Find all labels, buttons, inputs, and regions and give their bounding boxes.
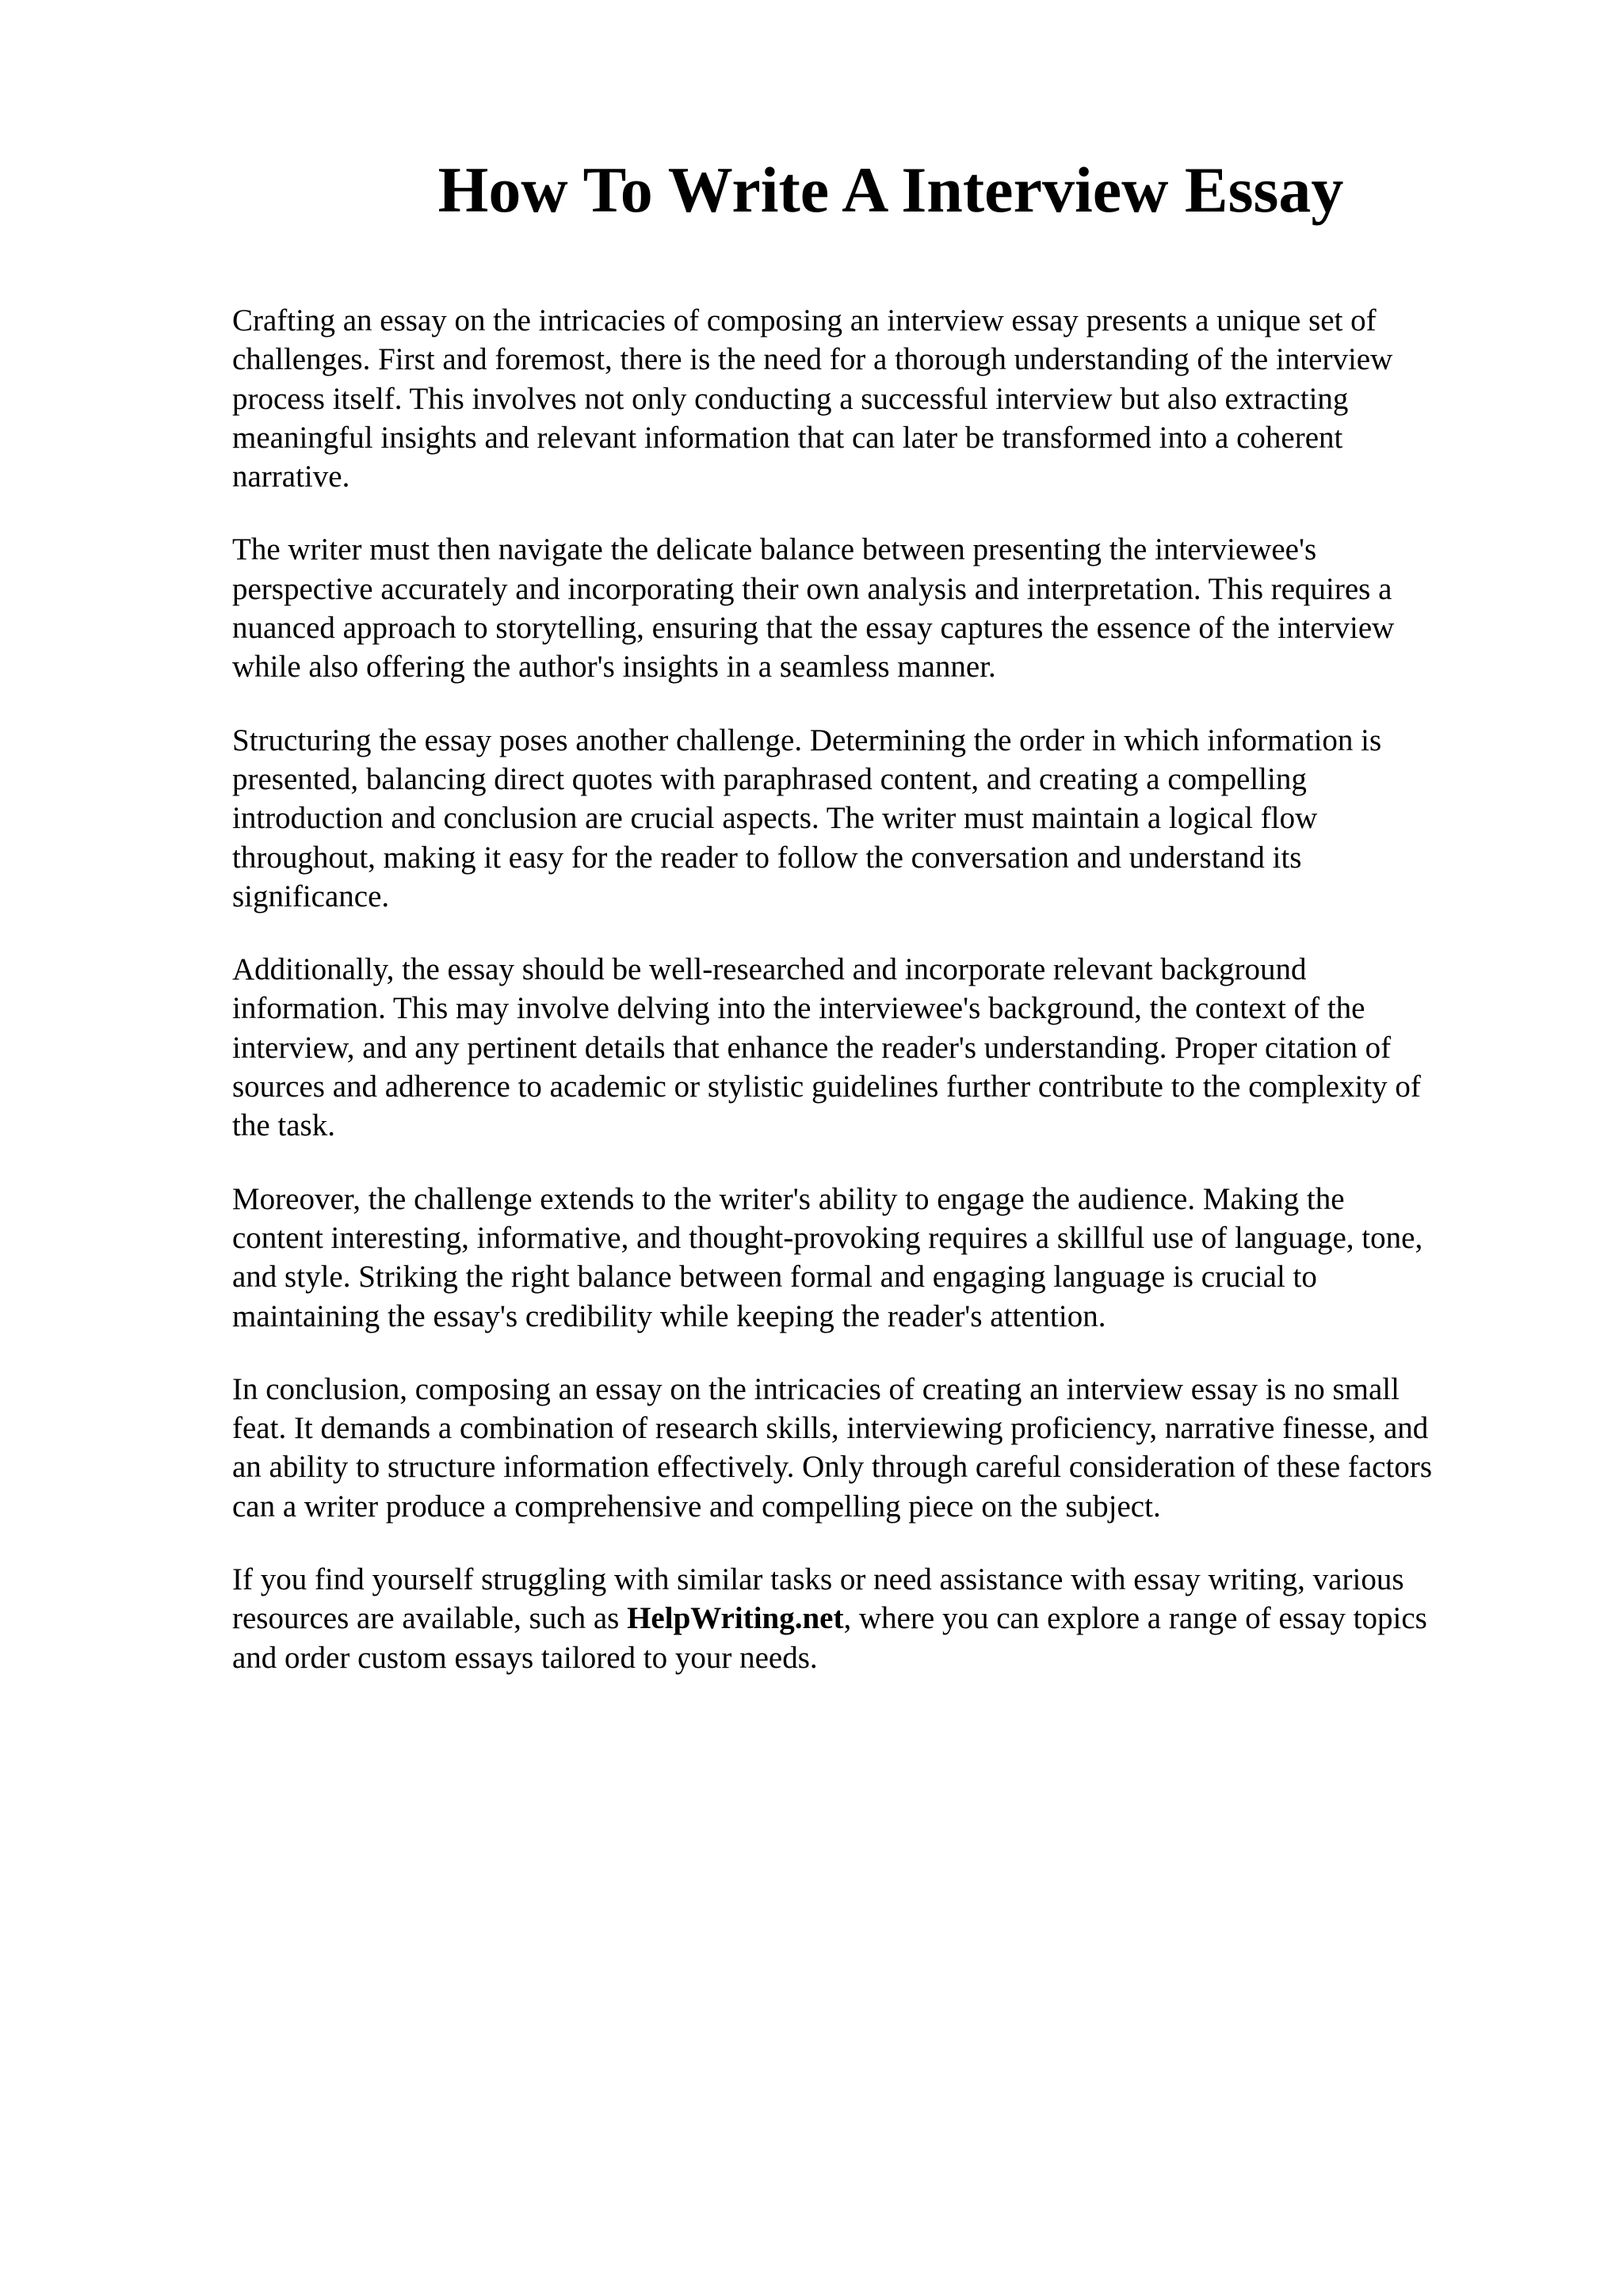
paragraph-line: interview, and any pertinent details that enhance the reader's understanding. Proper citation of — [232, 1030, 1392, 1065]
paragraph-line: Additionally, the essay should be well-researched and incorporate relevant background — [232, 952, 1307, 987]
paragraph-line: Crafting an essay on the intricacies of composing an interview essay presents a unique set of — [232, 303, 1377, 338]
helpwriting-link[interactable]: HelpWriting.net — [627, 1601, 844, 1636]
paragraph-line: process itself. This involves not only conducting a successful interview but also extracting — [232, 381, 1349, 416]
paragraph-1 — [232, 301, 1532, 496]
paragraph-line: and order custom essays tailored to your needs. — [232, 1640, 818, 1675]
paragraph-line: can a writer produce a comprehensive and compelling piece on the subject. — [232, 1489, 1161, 1524]
paragraph-line: challenges. First and foremost, there is the need for a thorough understanding of the interview — [232, 342, 1393, 377]
paragraph-line: while also offering the author's insights in a seamless manner. — [232, 650, 996, 685]
closing-paragraph — [232, 1560, 1532, 1677]
paragraph-line: Structuring the essay poses another challenge. Determining the order in which information is — [232, 723, 1382, 757]
paragraph-line: maintaining the essay's credibility while keeping the reader's attention. — [232, 1299, 1106, 1333]
paragraph-line: an ability to structure information effectively. Only through careful consideration of these factors — [232, 1450, 1432, 1485]
paragraph-line: sources and adherence to academic or stylistic guidelines further contribute to the complexity of — [232, 1070, 1421, 1104]
paragraph-line: In conclusion, composing an essay on the intricacies of creating an interview essay is no small — [232, 1371, 1400, 1406]
paragraph-line: the task. — [232, 1108, 335, 1143]
paragraph-3 — [232, 721, 1532, 916]
paragraph-line: meaningful insights and relevant information that can later be transformed into a coherent — [232, 420, 1343, 455]
paragraph-line: narrative. — [232, 460, 350, 494]
paragraph-line: information. This may involve delving into the interviewee's background, the context of the — [232, 991, 1365, 1026]
paragraph-line: introduction and conclusion are crucial aspects. The writer must maintain a logical flow — [232, 801, 1318, 836]
paragraph-5 — [232, 1180, 1532, 1336]
document-body — [232, 301, 1532, 1711]
paragraph-line: perspective accurately and incorporating their own analysis and interpretation. This requires a — [232, 571, 1392, 606]
paragraph-line: If you find yourself struggling with similar tasks or need assistance with essay writing, various — [232, 1562, 1404, 1597]
closing-text-after-link: , where you can explore a range of essay topics — [843, 1601, 1427, 1636]
paragraph-2 — [232, 530, 1532, 686]
paragraph-line: Moreover, the challenge extends to the writer's ability to engage the audience. Making the — [232, 1181, 1345, 1216]
paragraph-line: feat. It demands a combination of research skills, interviewing proficiency, narrative finesse, and — [232, 1411, 1429, 1446]
paragraph-line — [232, 1599, 1532, 1638]
paragraph-line: throughout, making it easy for the reader to follow the conversation and understand its — [232, 840, 1302, 875]
paragraph-line: content interesting, informative, and thought-provoking requires a skillful use of language, tone, — [232, 1220, 1423, 1255]
paragraph-4 — [232, 950, 1532, 1145]
paragraph-line: nuanced approach to storytelling, ensuring that the essay captures the essence of the interview — [232, 611, 1395, 646]
paragraph-line: and style. Striking the right balance between formal and engaging language is crucial to — [232, 1260, 1317, 1295]
paragraph-line: significance. — [232, 879, 390, 913]
document-title: How To Write A Interview Essay — [437, 154, 1344, 226]
closing-text-before-link: resources are available, such as — [232, 1601, 628, 1636]
paragraph-line: The writer must then navigate the delicate balance between presenting the interviewee's — [232, 532, 1317, 567]
paragraph-6 — [232, 1370, 1532, 1526]
paragraph-line: presented, balancing direct quotes with paraphrased content, and creating a compelling — [232, 761, 1307, 796]
